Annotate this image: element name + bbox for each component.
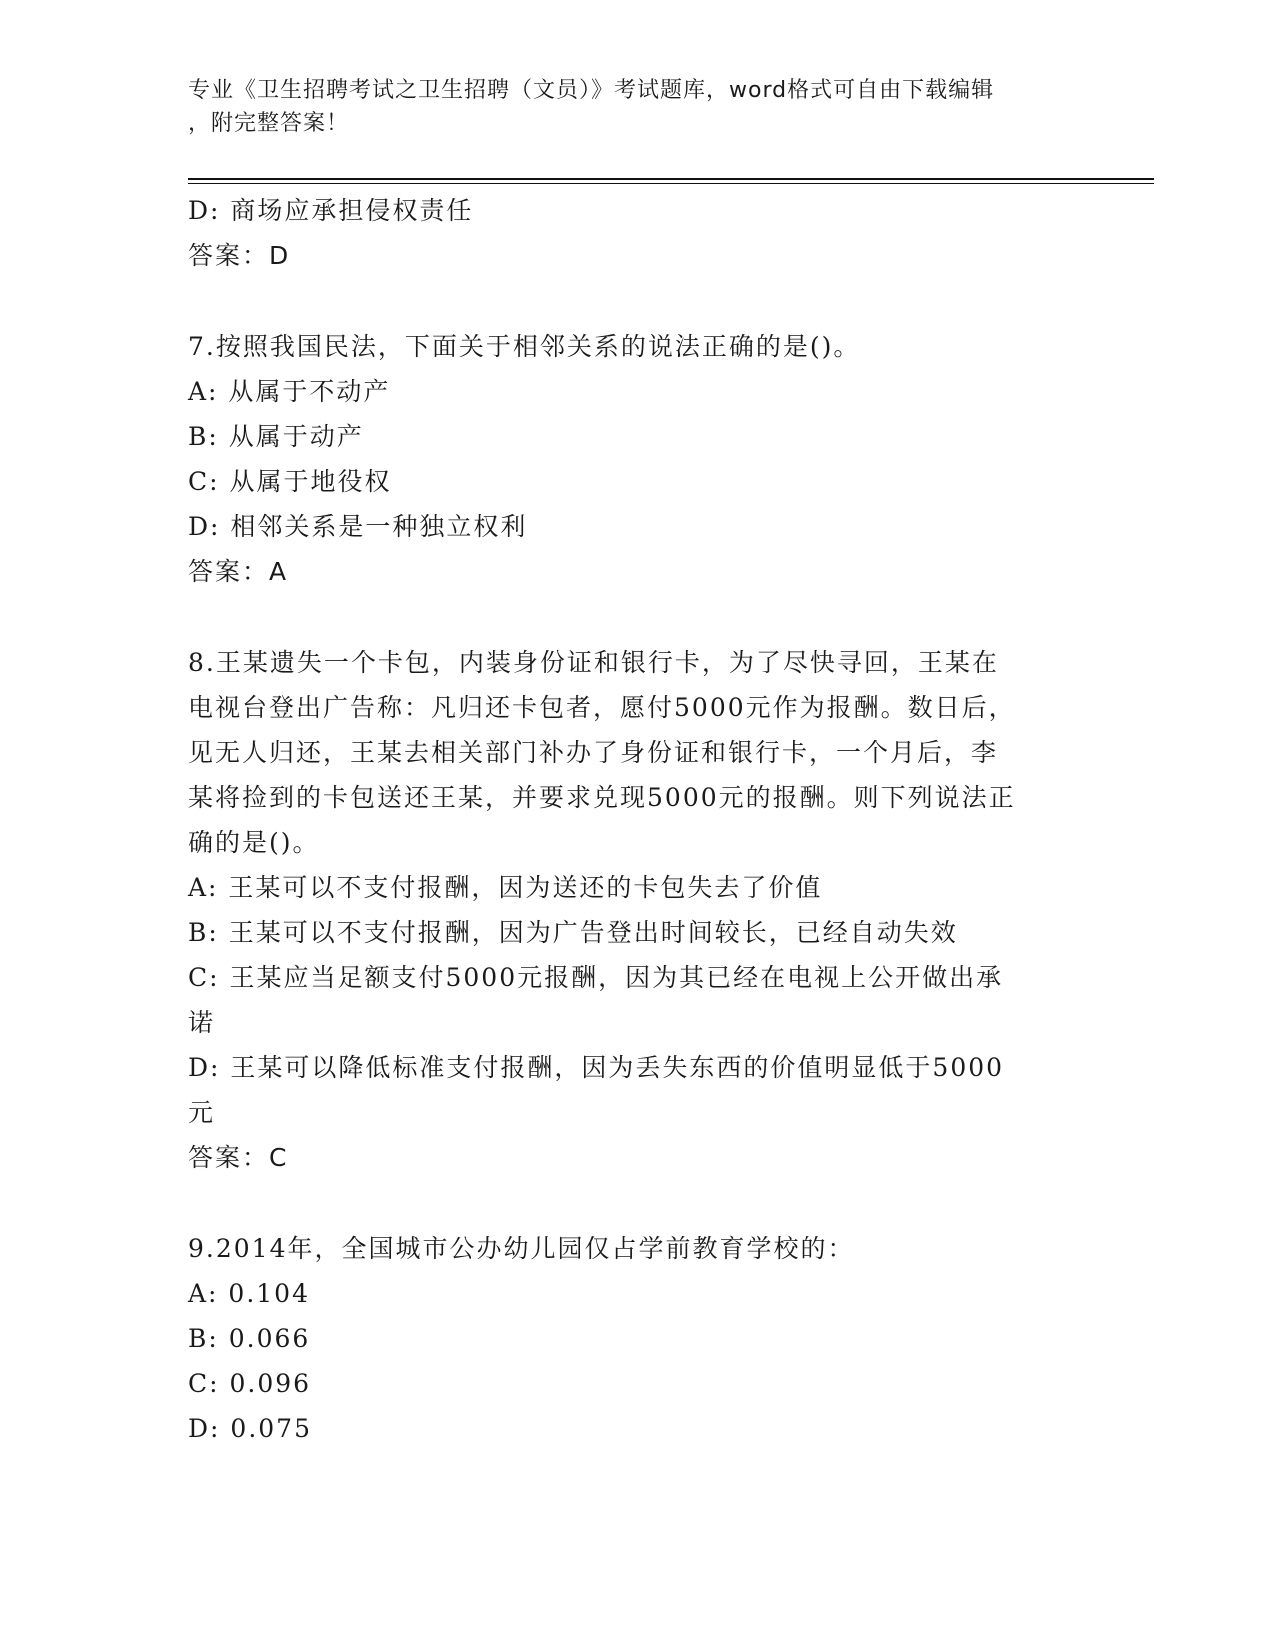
q7-option-b: B: 从属于动产: [188, 422, 364, 451]
q9-stem: 9.2014年，全国城市公办幼儿园仅占学前教育学校的：: [188, 1234, 855, 1263]
question-content: [188, 188, 1088, 1451]
q9-option-b: B: 0.066: [188, 1324, 311, 1353]
q8-stem-line-4: 某将捡到的卡包送还王某，并要求兑现5000元的报酬。则下列说法正: [188, 783, 1016, 812]
q9-option-a: A: 0.104: [188, 1279, 310, 1308]
spacer: [188, 278, 1088, 324]
q7-answer: 答案：A: [188, 557, 289, 586]
q8-stem-line-5: 确的是()。: [188, 828, 320, 857]
q8-option-d-line-1: D: 王某可以降低标准支付报酬，因为丢失东西的价值明显低于5000: [188, 1053, 1005, 1082]
document-header: [188, 74, 1088, 140]
q6-answer: 答案：D: [188, 241, 291, 270]
header-rule: [188, 178, 1154, 180]
q8-option-c-line-2: 诺: [188, 1008, 216, 1037]
q8-option-b: B: 王某可以不支付报酬，因为广告登出时间较长，已经自动失效: [188, 918, 958, 947]
header-line-2: ，附完整答案！: [188, 111, 350, 136]
q7-option-d: D: 相邻关系是一种独立权利: [188, 512, 528, 541]
q7-option-a: A: 从属于不动产: [188, 377, 391, 406]
q8-option-d-line-2: 元: [188, 1098, 216, 1127]
q8-option-a: A: 王某可以不支付报酬，因为送还的卡包失去了价值: [188, 873, 823, 902]
q9-option-c: C: 0.096: [188, 1369, 312, 1398]
q7-option-c: C: 从属于地役权: [188, 467, 392, 496]
spacer: [188, 1180, 1088, 1226]
q6-option-d: D: 商场应承担侵权责任: [188, 196, 474, 225]
q8-option-c-line-1: C: 王某应当足额支付5000元报酬，因为其已经在电视上公开做出承: [188, 963, 1004, 992]
q8-stem-line-3: 见无人归还，王某去相关部门补办了身份证和银行卡，一个月后，李: [188, 738, 999, 767]
q7-stem: 7.按照我国民法，下面关于相邻关系的说法正确的是()。: [188, 332, 861, 361]
q8-stem-line-1: 8.王某遗失一个卡包，内装身份证和银行卡，为了尽快寻回，王某在: [188, 648, 999, 677]
q9-option-d: D: 0.075: [188, 1414, 312, 1443]
spacer: [188, 594, 1088, 640]
q8-answer: 答案：C: [188, 1143, 289, 1172]
q8-stem-line-2: 电视台登出广告称：凡归还卡包者，愿付5000元作为报酬。数日后，: [188, 693, 1016, 722]
header-line-1: 专业《卫生招聘考试之卫生招聘（文员）》考试题库，word格式可自由下载编辑: [188, 78, 995, 103]
header-rule-thin: [188, 183, 1154, 184]
